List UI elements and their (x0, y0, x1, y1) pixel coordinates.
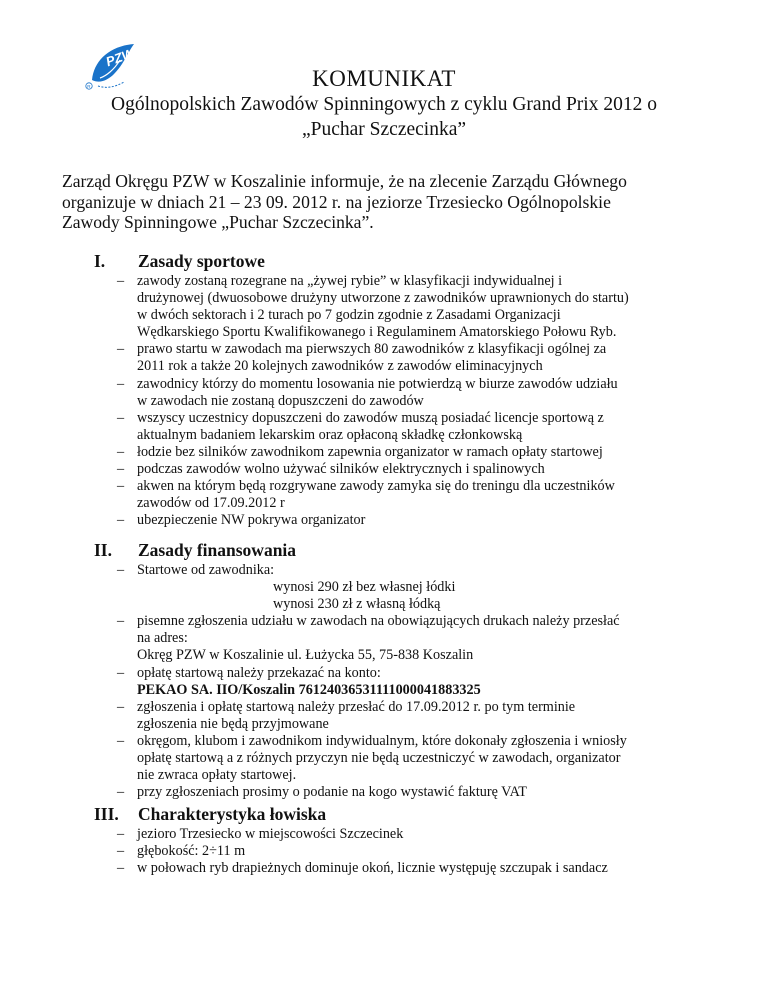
intro-line: Zawody Spinningowe „Puchar Szczecinka”. (62, 212, 374, 232)
list-item: – łodzie bez silników zawodnikom zapewnia organizator w ramach opłaty startowej (117, 443, 603, 460)
list-item: – Startowe od zawodnika: wynosi 290 zł bez własnej łódki wynosi 230 zł z własną łódką (117, 562, 677, 613)
section-numeral: II. (94, 540, 112, 560)
list-item: – jezioro Trzesiecko w miejscowości Szczecinek (117, 826, 404, 842)
section-title: Charakterystyka łowiska (138, 804, 327, 824)
list-item: – ubezpieczenie NW pokrywa organizator (117, 512, 366, 529)
document-title: KOMUNIKAT (312, 66, 456, 91)
section-list (117, 562, 677, 801)
section-title: Zasady finansowania (138, 540, 297, 560)
intro-paragraph (62, 171, 702, 233)
list-item: – zawodnicy którzy do momentu losowania nie potwierdzą w biurze zawodów udziału w zawodach nie zostaną dopuszczeni do zawodów (117, 375, 618, 409)
section-numeral: III. (94, 804, 119, 824)
list-item: – w połowach ryb drapieżnych dominuje okoń, licznie występuję szczupak i sandacz (117, 860, 608, 877)
intro-line: Zarząd Okręgu PZW w Koszalinie informuje, że na zlecenie Zarządu Głównego (62, 171, 627, 191)
list-item: – głębokość: 2÷11 m (117, 843, 246, 860)
list-item: – wszyscy uczestnicy dopuszczeni do zawodów muszą posiadać licencje sportową z aktualnym badaniem lekarskim oraz opłaconą składkę członkowską (117, 409, 604, 443)
section-title: Zasady sportowe (138, 251, 265, 271)
section-list (117, 273, 677, 529)
fee-line: wynosi 290 zł bez własnej łódki (273, 579, 456, 596)
intro-line: organizuje w dniach 21 – 23 09. 2012 r. na jeziorze Trzesiecko Ogólnopolskie (62, 191, 611, 212)
document-subtitle-line2: „Puchar Szczecinka” (301, 119, 467, 140)
list-item: – zgłoszenia i opłatę startową należy przesłać do 17.09.2012 r. po tym terminie zgłoszenia nie będą przyjmowane (117, 698, 576, 732)
list-item: – pisemne zgłoszenia udziału w zawodach na obowiązujących drukach należy przesłać na adres: Okręg PZW w Koszalinie ul. Łużycka 55, 75-838 Koszalin (117, 613, 620, 664)
list-item: – prawo startu w zawodach ma pierwszych 80 zawodników z klasyfikacji ogólnej za 2011 rok a także 20 kolejnych zawodników z zawodów eliminacyjnych (117, 341, 607, 375)
list-item: – opłatę startową należy przekazać na konto: PEKAO SA. IIO/Koszalin 76124036531111000041883325 (117, 665, 677, 699)
fee-line: wynosi 230 zł z własną łódką (273, 596, 441, 613)
document-subtitle: Ogólnopolskich Zawodów Spinningowych z cyklu Grand Prix 2012 o (111, 94, 657, 115)
list-item: – przy zgłoszeniach prosimy o podanie na kogo wystawić fakturę VAT (117, 784, 527, 801)
svg-text:PZW: PZW (103, 45, 137, 70)
svg-text:R: R (87, 83, 91, 89)
list-item: – okręgom, klubom i zawodnikom indywidualnym, które dokonały zgłoszenia i wniosły opłatę startową a z różnych przyczyn nie będą uczestniczyć w zawodach, organizator nie zwraca opłaty startowej. (117, 732, 627, 784)
list-item: – akwen na którym będą rozgrywane zawody zamyka się do treningu dla uczestników zawodów od 17.09.2012 r (117, 478, 615, 512)
bank-account: PEKAO SA. IIO/Koszalin 76124036531111000041883325 (137, 681, 481, 698)
list-item: – zawody zostaną rozegrane na „żywej rybie” w klasyfikacji indywidualnej i drużynowej (dwuosobowe drużyny utworzone z zawodników uprawnionych do startu) w dwóch sektorach i 2 turach po 7 godzin zgodnie z Zasadami Organizacji Wędkarskiego Sportu Kwalifikowanego i Regulaminem Amatorskiego Połowu Ryb. (117, 273, 629, 341)
section-list (117, 826, 677, 877)
list-item: – podczas zawodów wolno używać silników elektrycznych i spalinowych (117, 461, 545, 478)
section-numeral: I. (94, 251, 106, 271)
